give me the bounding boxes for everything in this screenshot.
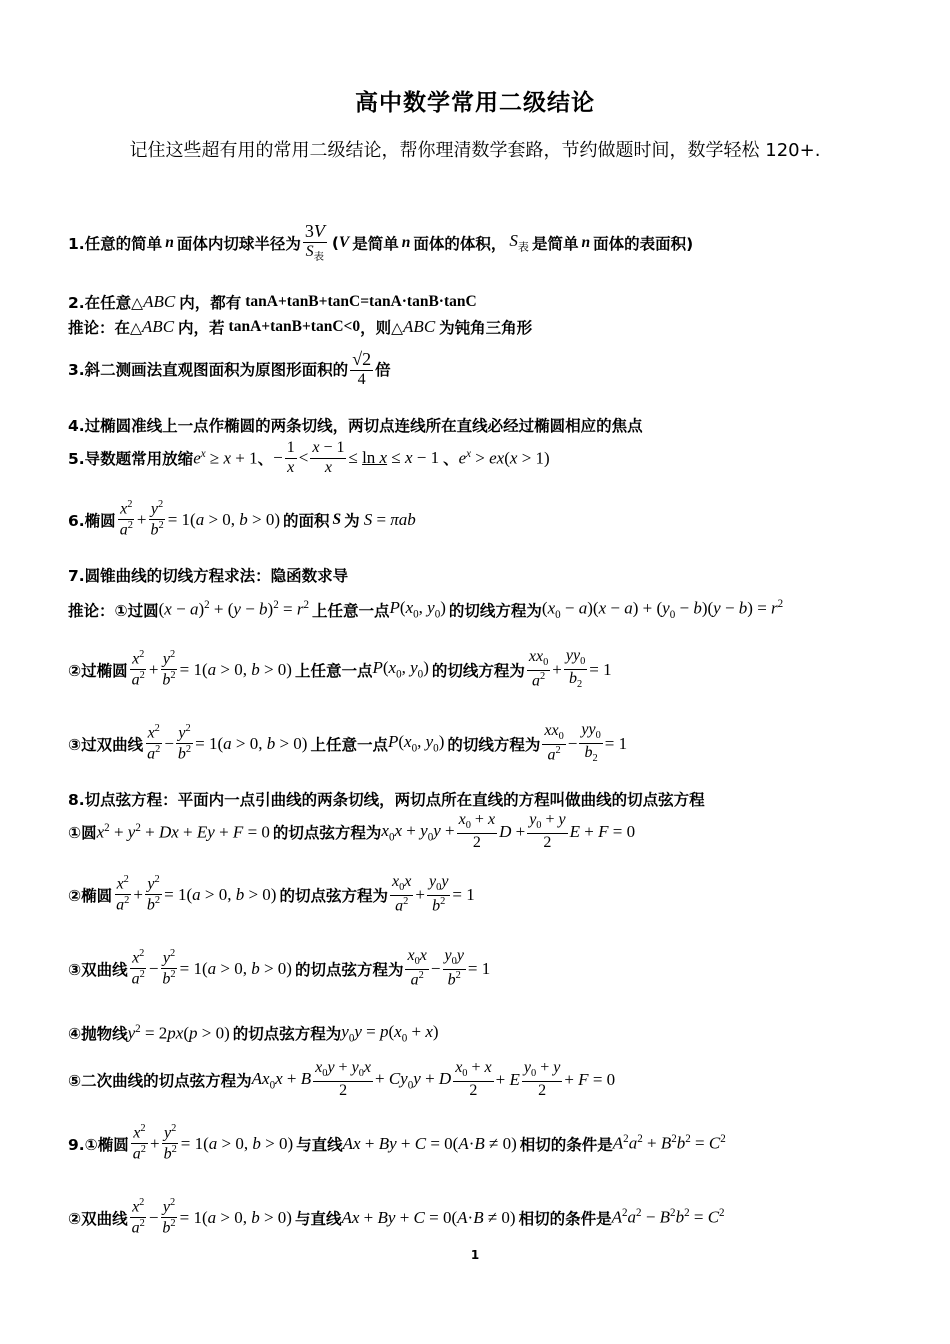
formula-3v-over-s: $\frac{3V}{S_表}$ <box>304 221 325 264</box>
page-number: 1 <box>470 1248 480 1262</box>
conclusion-2: 2.在任意△ ABC 内，都有 tanA+tanB+tanC=tanA·tanB·tanC <box>68 292 477 312</box>
conclusion-7: 7.圆锥曲线的切线方程求法：隐函数求导 <box>68 567 349 585</box>
conclusion-6: 6.椭圆 $\frac{x^2}{a^2}$ + $\frac{y^2}{b^2}$ = 1(a > 0, b > 0) 的面积 S 为 S = πab <box>68 499 416 539</box>
conclusion-9-ellipse: 9.①椭圆 $\frac{x^2}{a^2}$ + $\frac{y^2}{b^2}$ = 1(a > 0, b > 0) 与直线 Ax + By + C = 0(A·B ≠ 0) 相切的条件是 $A^2a^2 + B^2b^2 = C^2$ <box>68 1123 726 1163</box>
corollary-7-ellipse: ②过椭圆 $\frac{x^2}{a^2}$ + $\frac{y^2}{b^2}$ = 1(a > 0, b > 0) 上任意一点 $P(x_0$, $y_0$) 的切线方程为 $\frac{xx_0}{a^2}$ + $\frac{yy_0}{b_2}$ = 1 <box>68 647 612 691</box>
chord-conic: ⑤二次曲线的切点弦方程为 $Ax_0x + B$ $\frac{x_0y + y_0x}{2}$ + $Cy_0y + D$ $\frac{x_0 + x}{2}$ + E $\frac{y_0 + y}{2}$ + F = 0 <box>68 1059 616 1100</box>
corollary-7-circle: 推论：①过圆 $(x - a)^2 + (y - b)^2 = r^2$ 上任意一点 $P(x_0$, $y_0$) 的切线方程为 $(x_0 - a)(x - a) + (y_0 - b)(y - b) = r^2$ <box>68 598 784 622</box>
chord-parabola: ④抛物线 $y^2 = 2px(p > 0)$ 的切点弦方程为 $y_0y = p(x_0 + x)$ <box>68 1022 439 1045</box>
page-title: 高中数学常用二级结论 <box>355 90 595 116</box>
conclusion-4: 4.过椭圆准线上一点作椭圆的两条切线，两切点连线所在直线必经过椭圆相应的焦点 <box>68 417 643 435</box>
chord-hyperbola: ③双曲线 $\frac{x^2}{a^2}$ − $\frac{y^2}{b^2}$ = 1(a > 0, b > 0) 的切点弦方程为 $\frac{x_0x}{a^2}$ − $\frac{y_0y}{b^2}$ = 1 <box>68 947 491 989</box>
conclusion-9-hyperbola: ②双曲线 $\frac{x^2}{a^2}$ − $\frac{y^2}{b^2}$ = 1(a > 0, b > 0) 与直线 Ax + By + C = 0(A·B ≠ 0) 相切的条件是 $A^2a^2 - B^2b^2 = C^2$ <box>68 1197 725 1237</box>
subtitle: 记住这些超有用的常用二级结论，帮你理清数学套路，节约做题时间，数学轻松 120+. <box>129 140 821 161</box>
corollary-2: 推论：在△ ABC 内，若 tanA+tanB+tanC<0 ，则△ ABC 为钝角三角形 <box>68 317 533 337</box>
corollary-7-hyperbola: ③过双曲线 $\frac{x^2}{a^2}$ − $\frac{y^2}{b^2}$ = 1(a > 0, b > 0) 上任意一点 $P(x_0$, $y_0$) 的切线方程为 $\frac{xx_0}{a^2}$ − $\frac{yy_0}{b_2}$ = 1 <box>68 721 628 765</box>
conclusion-5: 5.导数题常用放缩 $e^x \ge x + 1$ 、 − $\frac{1}{x}$ < $\frac{x - 1}{x}$ ≤ ln x ≤ x − 1 、 $e^x > ex(x > 1)$ <box>68 439 550 476</box>
chord-ellipse: ②椭圆 $\frac{x^2}{a^2}$ + $\frac{y^2}{b^2}$ = 1(a > 0, b > 0) 的切点弦方程为 $\frac{x_0x}{a^2}$ + $\frac{y_0y}{b^2}$ = 1 <box>68 873 475 915</box>
conclusion-3: 3.斜二测画法直观图面积为原图形面积的 $\frac{√2}{4}$ 倍 <box>68 349 391 388</box>
conclusion-1: 1.任意的简单 n 面体内切球半径为 $\frac{3V}{S_表}$ ( V 是简单 n 面体的体积， $S_表$ 是简单 n 面体的表面积) <box>68 221 694 264</box>
chord-circle: ①圆 $x^2 + y^2 + Dx + Ey + F = 0$ 的切点弦方程为 $x_0x + y_0y$ + $\frac{x_0 + x}{2}$ D + $\frac{y_0 + y}{2}$ E + F = 0 <box>68 811 636 852</box>
conclusion-8: 8.切点弦方程：平面内一点引曲线的两条切线，两切点所在直线的方程叫做曲线的切点弦方程 <box>68 791 705 809</box>
